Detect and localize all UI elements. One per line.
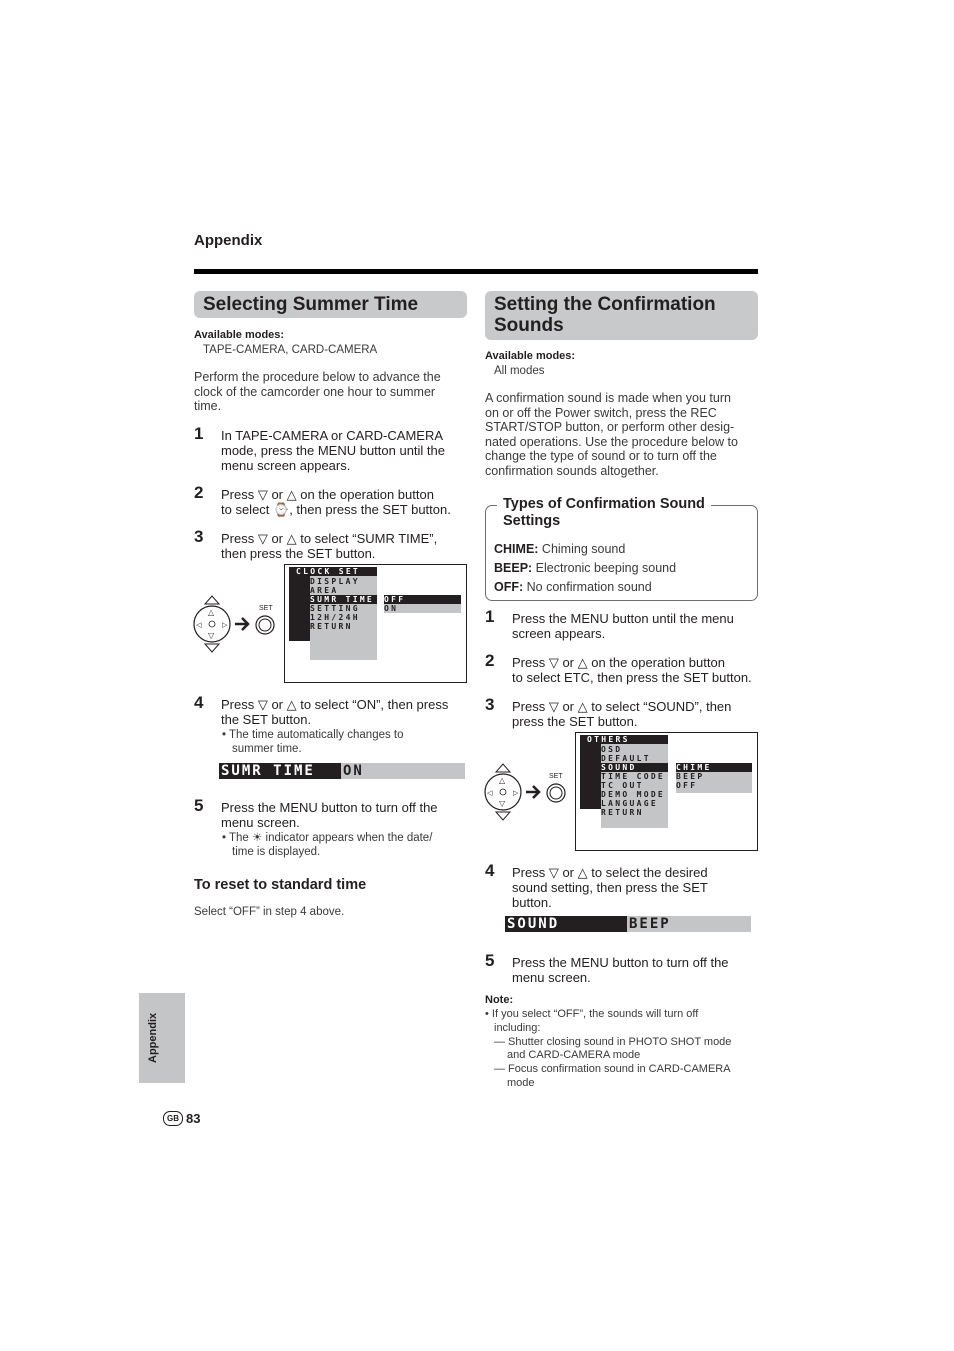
step-text: In TAPE-CAMERA or CARD-CAMERA mode, press the MENU button until the menu screen appears. xyxy=(221,428,446,473)
sound-types-list xyxy=(494,540,676,597)
svg-text:△: △ xyxy=(208,608,215,617)
svg-text:▽: ▽ xyxy=(208,631,215,640)
list-item: CHIME: Chiming sound xyxy=(494,542,626,556)
menu-option: ON xyxy=(384,604,399,613)
step-number: 4 xyxy=(194,693,204,712)
menu-item: AREA xyxy=(310,586,339,595)
menu-item: DEMO MODE xyxy=(601,790,666,799)
svg-text:▷: ▷ xyxy=(222,621,228,629)
left-title: Selecting Summer Time xyxy=(194,291,467,318)
operation-button-diagram xyxy=(482,758,574,826)
menu-item: DEFAULT xyxy=(601,754,651,763)
menu-icon-strip xyxy=(580,744,601,809)
arrow-right-icon xyxy=(526,786,539,798)
menu-option: OFF xyxy=(676,781,698,790)
note-title: Note: xyxy=(485,994,514,1006)
menu-item: SETTING xyxy=(310,604,360,613)
banner-label: SUMR TIME xyxy=(219,763,341,779)
svg-text:◁: ◁ xyxy=(487,789,493,797)
region-badge: GB xyxy=(163,1111,183,1126)
menu-option: BEEP xyxy=(676,772,705,781)
menu-item-selected: SOUND xyxy=(601,763,668,772)
menu-screen xyxy=(284,564,467,683)
menu-item: LANGUAGE xyxy=(601,799,658,808)
step-number: 4 xyxy=(485,861,495,880)
page-number: 83 xyxy=(186,1111,201,1126)
step-number: 5 xyxy=(485,951,495,970)
right-modes-label: Available modes: xyxy=(485,350,576,362)
menu-item: RETURN xyxy=(601,808,644,817)
set-label: SET xyxy=(259,605,273,612)
svg-text:▷: ▷ xyxy=(513,789,519,797)
left-modes-value: TAPE-CAMERA, CARD-CAMERA xyxy=(203,344,378,356)
left-modes-label: Available modes: xyxy=(194,329,285,341)
section-header: Appendix xyxy=(194,232,263,249)
step-number: 2 xyxy=(194,483,204,502)
reset-title: To reset to standard time xyxy=(194,877,367,893)
menu-icon-strip xyxy=(289,576,310,641)
step-bullet: • The time automatically changes to summer time. xyxy=(222,729,404,755)
menu-option-selected: CHIME xyxy=(676,763,752,772)
right-title: Setting the Confirmation Sounds xyxy=(485,291,758,340)
joystick-icon xyxy=(194,596,230,652)
menu-item: TC OUT xyxy=(601,781,644,790)
right-intro: A confirmation sound is made when you turn on or off the Power switch, press the REC START/STOP button, or perform other desig- nated operations. Use the procedure below to change the type of sound or to turn off the confirmation sounds altogether. xyxy=(485,391,738,478)
step-text: Press ▽ or △ to select “SOUND”, then press the SET button. xyxy=(512,699,732,729)
step-text: Press the MENU button to turn off the menu screen. xyxy=(221,800,438,830)
step-text: Press the MENU button to turn off the menu screen. xyxy=(512,955,729,985)
step-bullet: • The ☀ indicator appears when the date/ time is displayed. xyxy=(222,832,433,858)
right-modes-value: All modes xyxy=(494,365,545,377)
set-button-icon xyxy=(547,784,565,802)
left-intro: Perform the procedure below to advance the clock of the camcorder one hour to summer time. xyxy=(194,370,441,413)
side-tab xyxy=(139,993,185,1083)
menu-screen xyxy=(575,732,758,851)
banner-value: ON xyxy=(343,763,364,779)
step-text: Press ▽ or △ to select the desired sound setting, then press the SET button. xyxy=(512,865,708,910)
step-number: 3 xyxy=(485,695,495,714)
menu-item: RETURN xyxy=(310,622,353,631)
step-number: 2 xyxy=(485,651,495,670)
step-number: 5 xyxy=(194,796,204,815)
operation-button-diagram xyxy=(191,590,283,658)
sound-types-title: Types of Confirmation Sound Settings xyxy=(497,496,711,530)
svg-text:△: △ xyxy=(499,776,506,785)
svg-text:◁: ◁ xyxy=(196,621,202,629)
list-item: BEEP: Electronic beeping sound xyxy=(494,561,677,575)
step-text: Press the MENU button until the menu screen appears. xyxy=(512,611,734,641)
step-text: Press ▽ or △ on the operation button to select ETC, then press the SET button. xyxy=(512,655,752,685)
arrow-right-icon xyxy=(235,618,248,630)
menu-item: 12H/24H xyxy=(310,613,360,622)
step-text: Press ▽ or △ to select “ON”, then press the SET button. xyxy=(221,697,449,727)
banner-label: SOUND xyxy=(505,916,627,932)
list-item: OFF: No confirmation sound xyxy=(494,580,652,594)
joystick-icon xyxy=(485,764,521,820)
menu-header: CLOCK SET xyxy=(289,567,377,576)
set-button-icon xyxy=(256,616,274,634)
menu-header: OTHERS xyxy=(580,735,668,744)
step-number: 1 xyxy=(485,607,495,626)
step-text: Press ▽ or △ on the operation button to select ⌚, then press the SET button. xyxy=(221,487,451,517)
header-rule xyxy=(194,269,758,274)
step-text: Press ▽ or △ to select “SUMR TIME”, then press the SET button. xyxy=(221,531,438,561)
set-label: SET xyxy=(549,773,563,780)
menu-item: DISPLAY xyxy=(310,577,360,586)
step-number: 3 xyxy=(194,527,204,546)
reset-text: Select “OFF” in step 4 above. xyxy=(194,906,345,918)
menu-option-selected: OFF xyxy=(384,595,461,604)
menu-item: OSD xyxy=(601,745,623,754)
banner-value: BEEP xyxy=(629,916,671,932)
menu-item: TIME CODE xyxy=(601,772,666,781)
svg-text:▽: ▽ xyxy=(499,799,506,808)
note-body: • If you select “OFF”, the sounds will turn off including: — Shutter closing sound in PHOTO SHOT mode and CARD-CAMERA mode — Focus confirmation sound in CARD-CAMERA mode xyxy=(485,1008,732,1089)
menu-item-selected: SUMR TIME xyxy=(310,595,377,604)
step-number: 1 xyxy=(194,424,204,443)
side-tab-label: Appendix xyxy=(147,1012,159,1063)
